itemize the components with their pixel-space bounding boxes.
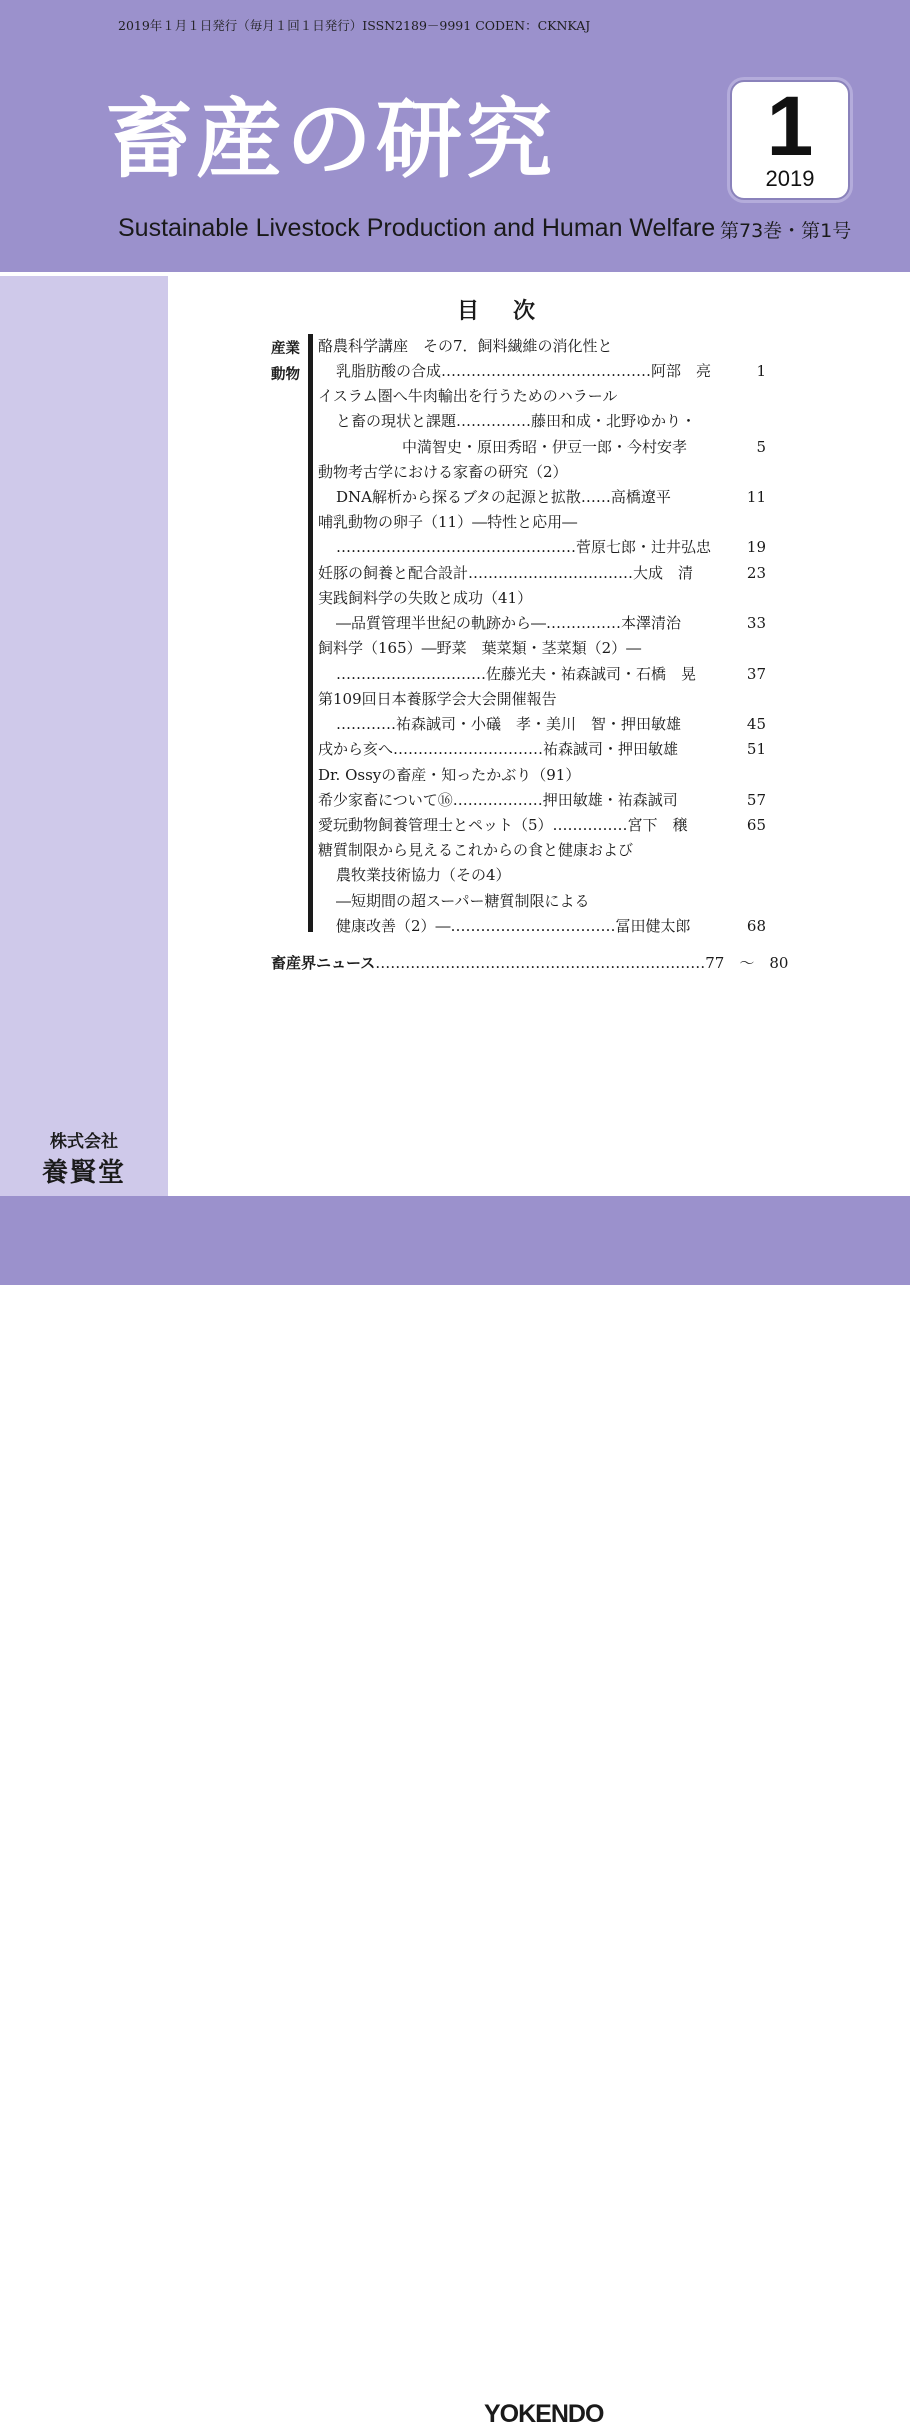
- toc-line: 乳脂肪酸の合成……………………………………阿部 亮: [336, 362, 712, 380]
- category-line-1: 産業: [271, 341, 300, 357]
- toc-page: 68: [746, 917, 766, 935]
- volume-label: 第73巻・第1号: [720, 220, 852, 242]
- toc-line: 第109回日本養豚学会大会開催報告: [318, 690, 557, 708]
- toc-line: 愛玩動物飼養管理士とペット（5）……………宮下 穣: [318, 816, 688, 834]
- left-sidebar: [0, 276, 168, 1196]
- toc-section-bar: [308, 334, 313, 932]
- toc-line: 健康改善（2）―……………………………冨田健太郎: [336, 917, 691, 935]
- toc-line: 戌から亥へ…………………………祐森誠司・押田敏雄: [318, 740, 679, 758]
- toc-category: [271, 336, 305, 388]
- journal-subtitle: Sustainable Livestock Production and Human Welfare: [118, 214, 716, 242]
- toc-line: 実践飼料学の失敗と成功（41）: [318, 589, 533, 607]
- publisher-name: 養賢堂: [41, 1158, 126, 1188]
- toc-line: 動物考古学における家畜の研究（2）: [318, 463, 568, 481]
- toc-page: 5: [756, 438, 766, 456]
- toc-line: イスラム圏へ牛肉輸出を行うためのハラール: [318, 387, 618, 405]
- toc-line: 妊豚の飼養と配合設計……………………………大成 清: [318, 564, 694, 582]
- toc-line: …………………………………………菅原七郎・辻井弘忠: [336, 538, 712, 556]
- issue-box: [730, 80, 850, 200]
- toc-line: 哺乳動物の卵子（11）―特性と応用―: [318, 513, 578, 531]
- toc-page: 37: [746, 665, 766, 683]
- toc-line: …………………………佐藤光夫・祐森誠司・石橋 晃: [336, 665, 697, 683]
- toc-line: ―品質管理半世紀の軌跡から―……………本澤清治: [336, 614, 682, 632]
- toc-line: と畜の現状と課題……………藤田和成・北野ゆかり・: [336, 412, 697, 430]
- toc-page: 45: [746, 715, 766, 733]
- toc-line: …………祐森誠司・小礒 孝・美川 智・押田敏雄: [336, 715, 682, 733]
- toc-line: 糖質制限から見えるこれからの食と健康および: [318, 841, 634, 859]
- category-line-2: 動物: [271, 367, 300, 383]
- issue-year: 2019: [765, 166, 815, 191]
- toc-line: Dr. Ossyの畜産・知ったかぶり（91）: [318, 766, 581, 784]
- news-entry: [271, 953, 788, 973]
- cover-footer: [0, 1196, 910, 2428]
- publisher-logo: YOKENDO: [484, 2400, 604, 2428]
- toc-line: 農牧業技術協力（その4）: [336, 866, 511, 884]
- toc-line: 希少家畜について⑯………………押田敏雄・祐森誠司: [318, 791, 678, 809]
- issue-number: 1: [766, 79, 814, 173]
- journal-title: 畜産の研究: [106, 90, 556, 190]
- toc-line: 中満智史・原田秀昭・伊豆一郎・今村安孝: [402, 438, 688, 456]
- toc-line: DNA解析から探るブタの起源と拡散……高橋遼平: [336, 488, 671, 506]
- toc-page: 11: [746, 488, 766, 506]
- toc-line: 酪農科学講座 その7．飼料繊維の消化性と: [318, 337, 613, 355]
- toc-page: 51: [746, 740, 766, 758]
- toc-page: 57: [746, 791, 766, 809]
- toc-page: 33: [746, 614, 766, 632]
- toc-page: 1: [756, 362, 766, 380]
- publication-info: 2019年１月１日発行（毎月１回１日発行）ISSN2189－9991 CODEN：CKNKAJ: [118, 18, 591, 33]
- toc-line: 飼料学（165）―野菜 葉菜類・茎菜類（2）―: [318, 639, 642, 657]
- news-label: 畜産界ニュース: [271, 954, 376, 972]
- toc-page: 65: [746, 816, 766, 834]
- cover-header: [0, 0, 910, 272]
- toc-page: 23: [746, 564, 766, 582]
- news-pages: …………………………………………………………77 ～ 80: [375, 954, 789, 972]
- publisher-label: 株式会社: [50, 1132, 118, 1152]
- toc-line: ―短期間の超スーパー糖質制限による: [336, 892, 590, 910]
- toc-page: 19: [746, 538, 766, 556]
- toc-title: 目次: [457, 299, 570, 324]
